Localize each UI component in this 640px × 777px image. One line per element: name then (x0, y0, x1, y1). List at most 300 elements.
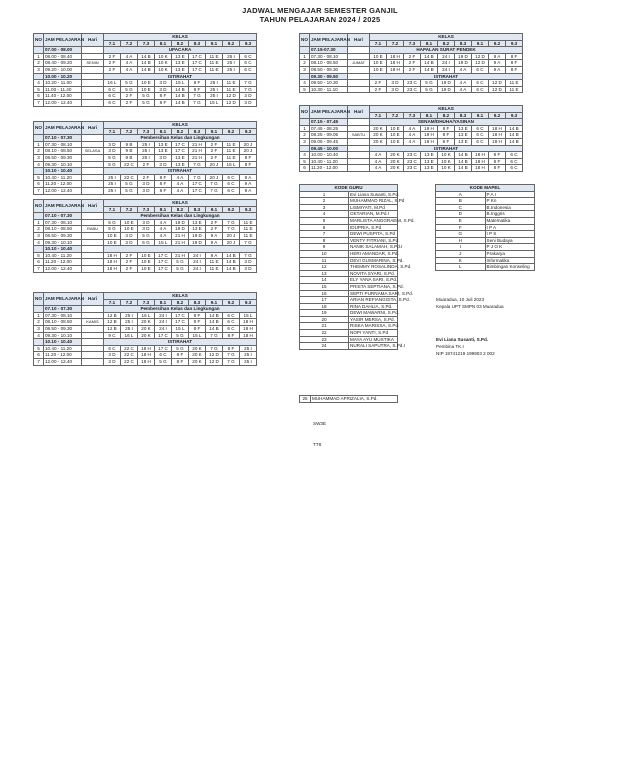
schedule-cell: 2 F (121, 259, 138, 266)
schedule-cell: 3 D (104, 352, 121, 359)
schedule-cell: 10 E (370, 53, 387, 60)
schedule-cell: 13 E (172, 53, 189, 60)
row-no: 3 (300, 138, 310, 145)
row-no: 1 (34, 219, 44, 226)
header-class: 8.2 (172, 206, 189, 213)
header-kelas: KELAS (104, 293, 257, 300)
schedule-cell: 8 F (489, 165, 506, 172)
schedule-cell: 4 A (121, 53, 138, 60)
schedule-cell: 17 C (189, 60, 206, 67)
schedule-cell: 21 H (172, 252, 189, 259)
row-time: 11.20 - 12.00 (44, 181, 82, 188)
schedule-cell: 5 G (172, 332, 189, 339)
schedule-cell: 9 A (206, 239, 223, 246)
kode-mapel-table (435, 184, 535, 271)
schedule-cell: 10 E (370, 66, 387, 73)
teacher-name: MUHAMMAD RIZAL, S.Pd (350, 198, 405, 204)
schedule-cell: 8 F (189, 86, 206, 93)
schedule-cell: 18 H (104, 259, 121, 266)
schedule-cell: 4 A (121, 66, 138, 73)
teacher-name: DEVI GUSMARINA, S.Pd. (350, 257, 404, 263)
row-no: 3 (34, 154, 44, 161)
schedule-cell: 8 F (506, 60, 523, 67)
schedule-cell: 3 D (155, 80, 172, 87)
row-hari (82, 73, 104, 80)
schedule-cell: 11 E (223, 141, 240, 148)
schedule-cell: 25 I (223, 53, 240, 60)
row-time: 07.10 - 07.30 (44, 135, 82, 142)
row-hari: KAMIS (82, 319, 104, 326)
row-hari (82, 332, 104, 339)
teacher-number: 20 (300, 316, 349, 323)
schedule-cell: 18 H (138, 358, 155, 365)
schedule-cell: 13 E (189, 226, 206, 233)
header-class: 8.1 (155, 40, 172, 47)
schedule-cell: 4 A (172, 174, 189, 181)
row-hari (348, 73, 370, 80)
row-hari (82, 99, 104, 106)
row-hari: SENIN (82, 60, 104, 67)
schedule-table-jumat (299, 33, 523, 93)
schedule-cell: 25 I (104, 187, 121, 194)
row-no: 4 (34, 239, 44, 246)
schedule-cell: 5 G (104, 219, 121, 226)
row-no: 3 (34, 66, 44, 73)
schedule-cell: 20 K (387, 165, 404, 172)
schedule-table-rabu (33, 199, 257, 273)
schedule-cell: 17 C (155, 265, 172, 272)
teacher-name: MARLISTA ANGGRAENI, S.Pd. (350, 217, 415, 223)
row-time: 09.45 - 10.00 (310, 145, 348, 152)
row-hari (82, 265, 104, 272)
schedule-cell: 14 B (206, 319, 223, 326)
subject-code: H (436, 237, 486, 244)
schedule-cell: 20 J (223, 232, 240, 239)
schedule-cell: 2 F (370, 86, 387, 93)
schedule-cell: 5 G (138, 93, 155, 100)
schedule-cell: 25 I (121, 312, 138, 319)
row-time: 10.10 - 10.40 (44, 246, 82, 253)
row-no: 2 (34, 60, 44, 67)
document-subtitle: TAHUN PELAJARAN 2024 / 2025 (259, 15, 381, 24)
section-label: ISTIRAHAT (104, 168, 257, 175)
schedule-cell: 10 K (438, 165, 455, 172)
schedule-cell: 23 C (404, 152, 421, 159)
schedule-cell: 14 B (421, 53, 438, 60)
row-hari (82, 259, 104, 266)
header-class: 7.1 (370, 112, 387, 119)
row-no: 1 (300, 53, 310, 60)
section-label: ISTIRAHAT (104, 73, 257, 80)
schedule-cell: 7 G (223, 352, 240, 359)
schedule-cell: 12 D (206, 352, 223, 359)
header-class: 9.2 (223, 128, 240, 135)
teacher-name: YASIR MERSA, S.Pd. (349, 316, 398, 323)
kode-mapel-title: KODE MAPEL (436, 185, 535, 192)
schedule-cell: 5 G (138, 239, 155, 246)
section-label: HAPALAN SURAT PENDEK (370, 47, 523, 54)
row-hari (348, 165, 370, 172)
row-time: 07.15-07.30 (310, 47, 348, 54)
teacher-number: 1 (300, 191, 349, 198)
row-no (34, 213, 44, 220)
header-class: 9.2 (223, 206, 240, 213)
schedule-cell: 25 I (121, 325, 138, 332)
schedule-cell: 23 C (404, 80, 421, 87)
schedule-cell: 12 D (489, 86, 506, 93)
teacher-name: IDUPRIA, S.Pd (349, 224, 398, 231)
header-class: 9.2 (489, 112, 506, 119)
header-no: NO (34, 293, 44, 306)
schedule-cell: 10 E (138, 252, 155, 259)
header-class: 8.3 (455, 40, 472, 47)
row-no (300, 119, 310, 126)
row-time: 10.40 - 11.20 (310, 158, 348, 165)
schedule-cell: 17 C (155, 345, 172, 352)
row-no (34, 135, 44, 142)
schedule-table-senin (33, 33, 257, 107)
schedule-cell: 25 I (206, 93, 223, 100)
schedule-cell: 11 E (206, 60, 223, 67)
schedule-cell: 12 D (223, 93, 240, 100)
schedule-cell: 5 G (138, 99, 155, 106)
teacher-number: 16 (300, 290, 349, 297)
subject-name: I P S (485, 231, 535, 238)
teacher-name: OKTARIAN, M.Pd.I (349, 211, 398, 218)
schedule-cell: 6 C (240, 53, 257, 60)
schedule-cell: 4 A (370, 158, 387, 165)
row-time: 11.40 - 12.00 (44, 93, 82, 100)
schedule-cell: 3 D (155, 161, 172, 168)
schedule-cell: 12 D (472, 53, 489, 60)
row-time: 10.10 - 10.40 (44, 339, 82, 346)
note-1: SW3E (313, 421, 327, 426)
schedule-cell: 13 E (455, 132, 472, 139)
row-no: 7 (34, 358, 44, 365)
row-hari (82, 141, 104, 148)
schedule-cell: 5 G (121, 187, 138, 194)
teacher-number: 12 (300, 264, 349, 271)
schedule-cell: 6 C (155, 352, 172, 359)
schedule-cell: 17 C (155, 332, 172, 339)
schedule-cell: 15 L (240, 312, 257, 319)
schedule-cell: 4 A (155, 226, 172, 233)
row-time: 08.40 - 09.20 (44, 60, 82, 67)
schedule-cell: 20 J (240, 141, 257, 148)
section-label: ISTIRAHAT (370, 145, 523, 152)
row-hari (82, 168, 104, 175)
note-2: TT8 (313, 442, 322, 447)
section-label: ISTIRAHAT (370, 73, 523, 80)
schedule-cell: 23 C (404, 158, 421, 165)
row-time: 10.00 - 10.40 (310, 152, 348, 159)
schedule-cell: 8 F (189, 319, 206, 326)
row-hari (82, 66, 104, 73)
schedule-cell: 11 E (206, 53, 223, 60)
schedule-cell: 22 C (121, 174, 138, 181)
schedule-cell: 16 L (138, 312, 155, 319)
schedule-cell: 8 F (155, 187, 172, 194)
schedule-cell: 3 D (155, 86, 172, 93)
schedule-cell: 7 G (223, 219, 240, 226)
row-hari (348, 47, 370, 54)
teacher-name: DEWI MAWARNI, S.Pd. (350, 310, 399, 316)
teacher-name: NOPI YANTI, S.Pd (349, 330, 398, 337)
schedule-cell: 9 A (206, 232, 223, 239)
schedule-cell: 13 E (172, 66, 189, 73)
row-no: 2 (300, 132, 310, 139)
subject-name: B.Inggris (485, 211, 535, 218)
schedule-cell: 14 B (223, 259, 240, 266)
schedule-cell: 12 B (104, 319, 121, 326)
schedule-cell: 11 E (506, 80, 523, 87)
row-no (34, 339, 44, 346)
subject-name: Matematika (485, 217, 535, 224)
row-hari (82, 213, 104, 220)
schedule-cell: 9 A (240, 187, 257, 194)
schedule-cell: 17 C (189, 187, 206, 194)
teacher-name: THEMMY ROSALINDA, S.Pd. (350, 264, 412, 270)
row-no: 6 (34, 352, 44, 359)
schedule-cell: 21 H (172, 232, 189, 239)
schedule-cell: 6 C (506, 165, 523, 172)
schedule-cell: 15 L (172, 325, 189, 332)
schedule-cell: 3 D (104, 358, 121, 365)
schedule-cell: 6 C (104, 93, 121, 100)
section-label: ISTIRAHAT (104, 339, 257, 346)
schedule-cell: 14 B (138, 66, 155, 73)
row-time: 08.10 - 08.50 (310, 60, 348, 67)
schedule-cell: 6 C (506, 152, 523, 159)
teacher-name: NANIK SALAMAH, S.Pd.I (350, 244, 403, 250)
teacher-number: 24 (300, 343, 349, 350)
header-class: 9.1 (206, 40, 223, 47)
row-hari (82, 358, 104, 365)
subject-code: E (436, 217, 486, 224)
header-class: 7.3 (138, 299, 155, 306)
schedule-cell: 25 I (138, 148, 155, 155)
schedule-cell: 14 B (172, 99, 189, 106)
row-no: 3 (34, 232, 44, 239)
schedule-cell: 11 E (206, 66, 223, 73)
schedule-cell: 8 F (172, 358, 189, 365)
row-hari (82, 135, 104, 142)
row-no: 7 (34, 265, 44, 272)
schedule-cell: 6 C (240, 66, 257, 73)
schedule-cell: 9 B (121, 154, 138, 161)
schedule-cell: 16 L (121, 332, 138, 339)
schedule-cell: 14 B (455, 165, 472, 172)
row-no: 6 (34, 259, 44, 266)
schedule-cell: 2 F (404, 53, 421, 60)
schedule-cell: 20 K (138, 332, 155, 339)
schedule-cell: 8 F (223, 332, 240, 339)
header-class: 9.2 (489, 40, 506, 47)
schedule-cell: 5 G (172, 259, 189, 266)
schedule-cell: 2 F (206, 148, 223, 155)
schedule-cell: 8 F (189, 325, 206, 332)
header-kelas: KELAS (104, 122, 257, 129)
row-no: 2 (300, 60, 310, 67)
header-class: 8.3 (189, 206, 206, 213)
header-hari: Hari (348, 34, 370, 47)
header-class: 9.3 (240, 299, 257, 306)
schedule-cell: 5 G (172, 265, 189, 272)
schedule-cell: 5 G (104, 161, 121, 168)
subject-name: I P A (485, 224, 535, 231)
schedule-cell: 4 A (155, 232, 172, 239)
schedule-cell: 10 K (155, 66, 172, 73)
schedule-cell: 19 D (189, 239, 206, 246)
schedule-cell: 17 C (172, 319, 189, 326)
row-time: 09.30 - 10.10 (44, 332, 82, 339)
row-hari (348, 125, 370, 132)
schedule-cell: 20 K (370, 125, 387, 132)
schedule-cell: 17 C (189, 181, 206, 188)
schedule-cell: 18 H (240, 325, 257, 332)
row-no (34, 306, 44, 313)
row-hari (82, 345, 104, 352)
subject-code: F (436, 224, 486, 231)
schedule-cell: 3 D (138, 187, 155, 194)
row-no: 4 (300, 80, 310, 87)
schedule-cell: 13 E (172, 60, 189, 67)
schedule-cell: 22 C (121, 161, 138, 168)
schedule-cell: 17 C (155, 252, 172, 259)
subject-name: Prakarya (485, 250, 535, 257)
row-no: 2 (34, 319, 44, 326)
header-class: 9.3 (506, 40, 523, 47)
schedule-cell: 24 I (189, 252, 206, 259)
schedule-cell: 4 A (172, 181, 189, 188)
row-no: 1 (34, 53, 44, 60)
header-hari: Hari (82, 200, 104, 213)
schedule-cell: 13 E (155, 148, 172, 155)
row-time: 08.00 - 08.40 (44, 53, 82, 60)
schedule-cell: 25 I (223, 66, 240, 73)
teacher-number: 3 (300, 204, 349, 211)
row-time: 10.40 - 11.20 (44, 252, 82, 259)
row-no: 5 (34, 86, 44, 93)
schedule-cell: 3 D (121, 232, 138, 239)
schedule-cell: 6 C (472, 125, 489, 132)
section-label: UPACARA (104, 47, 257, 54)
header-jam: JAM PELAJARAN (44, 34, 82, 47)
row-hari (348, 66, 370, 73)
row-no: 6 (34, 181, 44, 188)
schedule-cell: 6 C (472, 66, 489, 73)
schedule-cell: 7 G (206, 181, 223, 188)
schedule-cell: 8 F (438, 138, 455, 145)
schedule-cell: 24 I (155, 325, 172, 332)
kode-guru-title: KODE GURU (300, 185, 398, 192)
schedule-cell: 15 L (206, 99, 223, 106)
schedule-cell: 13 E (172, 154, 189, 161)
schedule-cell: 15 L (223, 161, 240, 168)
schedule-cell: 9 A (489, 60, 506, 67)
row-hari (82, 232, 104, 239)
teacher-name: Evi Liana Susanti, S.Pd. (350, 191, 400, 197)
subject-code: A (436, 191, 486, 198)
teacher-number: 19 (300, 310, 349, 317)
schedule-cell: 8 F (240, 161, 257, 168)
schedule-cell: 20 J (223, 239, 240, 246)
schedule-cell: 5 G (104, 226, 121, 233)
schedule-cell: 2 F (121, 93, 138, 100)
header-class: 8.1 (421, 40, 438, 47)
schedule-cell: 2 F (104, 60, 121, 67)
schedule-cell: 17 C (172, 148, 189, 155)
schedule-cell: 8 F (489, 158, 506, 165)
header-class: 7.2 (121, 40, 138, 47)
header-class: 9.3 (240, 128, 257, 135)
header-jam: JAM PELAJARAN (44, 200, 82, 213)
signature-position: Kepala UPT SMPN 03 Muaradua (436, 304, 504, 309)
row-hari (348, 80, 370, 87)
header-class: 9.2 (223, 299, 240, 306)
schedule-cell: 18 H (138, 352, 155, 359)
schedule-cell: 4 A (370, 165, 387, 172)
schedule-cell: 8 F (155, 99, 172, 106)
row-no: 5 (300, 158, 310, 165)
schedule-cell: 6 C (104, 86, 121, 93)
schedule-cell: 13 E (421, 152, 438, 159)
schedule-cell: 17 C (189, 53, 206, 60)
row-time: 07.00 - 08.00 (44, 47, 82, 54)
teacher-name: VENTY FITRIANI, S.Pd (350, 237, 399, 243)
schedule-cell: 25 I (104, 181, 121, 188)
schedule-cell: 20 K (138, 319, 155, 326)
header-class: 7.1 (104, 299, 121, 306)
header-hari: Hari (82, 293, 104, 306)
row-time: 09.20 - 10.00 (44, 66, 82, 73)
schedule-cell: 10 E (387, 138, 404, 145)
teacher-number: 7 (300, 231, 349, 238)
schedule-cell: 10 E (121, 226, 138, 233)
row-time: 10.30 - 11.10 (310, 86, 348, 93)
schedule-cell: 8 F (438, 132, 455, 139)
schedule-cell: 11 E (240, 219, 257, 226)
schedule-cell: 7 G (223, 226, 240, 233)
schedule-cell: 14 B (206, 325, 223, 332)
schedule-cell: 4 A (370, 152, 387, 159)
row-no: 6 (34, 93, 44, 100)
row-hari (82, 187, 104, 194)
schedule-cell: 3 D (138, 219, 155, 226)
row-time: 10.00 - 10.20 (44, 73, 82, 80)
schedule-cell: 5 G (121, 86, 138, 93)
row-hari (82, 252, 104, 259)
schedule-cell: 14 B (223, 252, 240, 259)
header-class: 9.1 (206, 299, 223, 306)
row-hari (82, 181, 104, 188)
schedule-cell: 2 F (121, 265, 138, 272)
row-hari (82, 53, 104, 60)
schedule-cell: 12 D (206, 358, 223, 365)
teacher-number: 9 (300, 244, 349, 251)
signature-rank: Pembina TK.I (436, 344, 464, 349)
schedule-cell: 14 B (421, 60, 438, 67)
row-hari (348, 86, 370, 93)
subject-code: D (436, 211, 486, 218)
row-time: 07.10 - 07.30 (44, 213, 82, 220)
schedule-cell: 20 K (138, 325, 155, 332)
schedule-cell: 7 G (223, 358, 240, 365)
schedule-cell: 12 B (104, 325, 121, 332)
teacher-number: 25 (300, 396, 311, 403)
header-class: 7.1 (104, 206, 121, 213)
schedule-cell: 7 G (240, 239, 257, 246)
